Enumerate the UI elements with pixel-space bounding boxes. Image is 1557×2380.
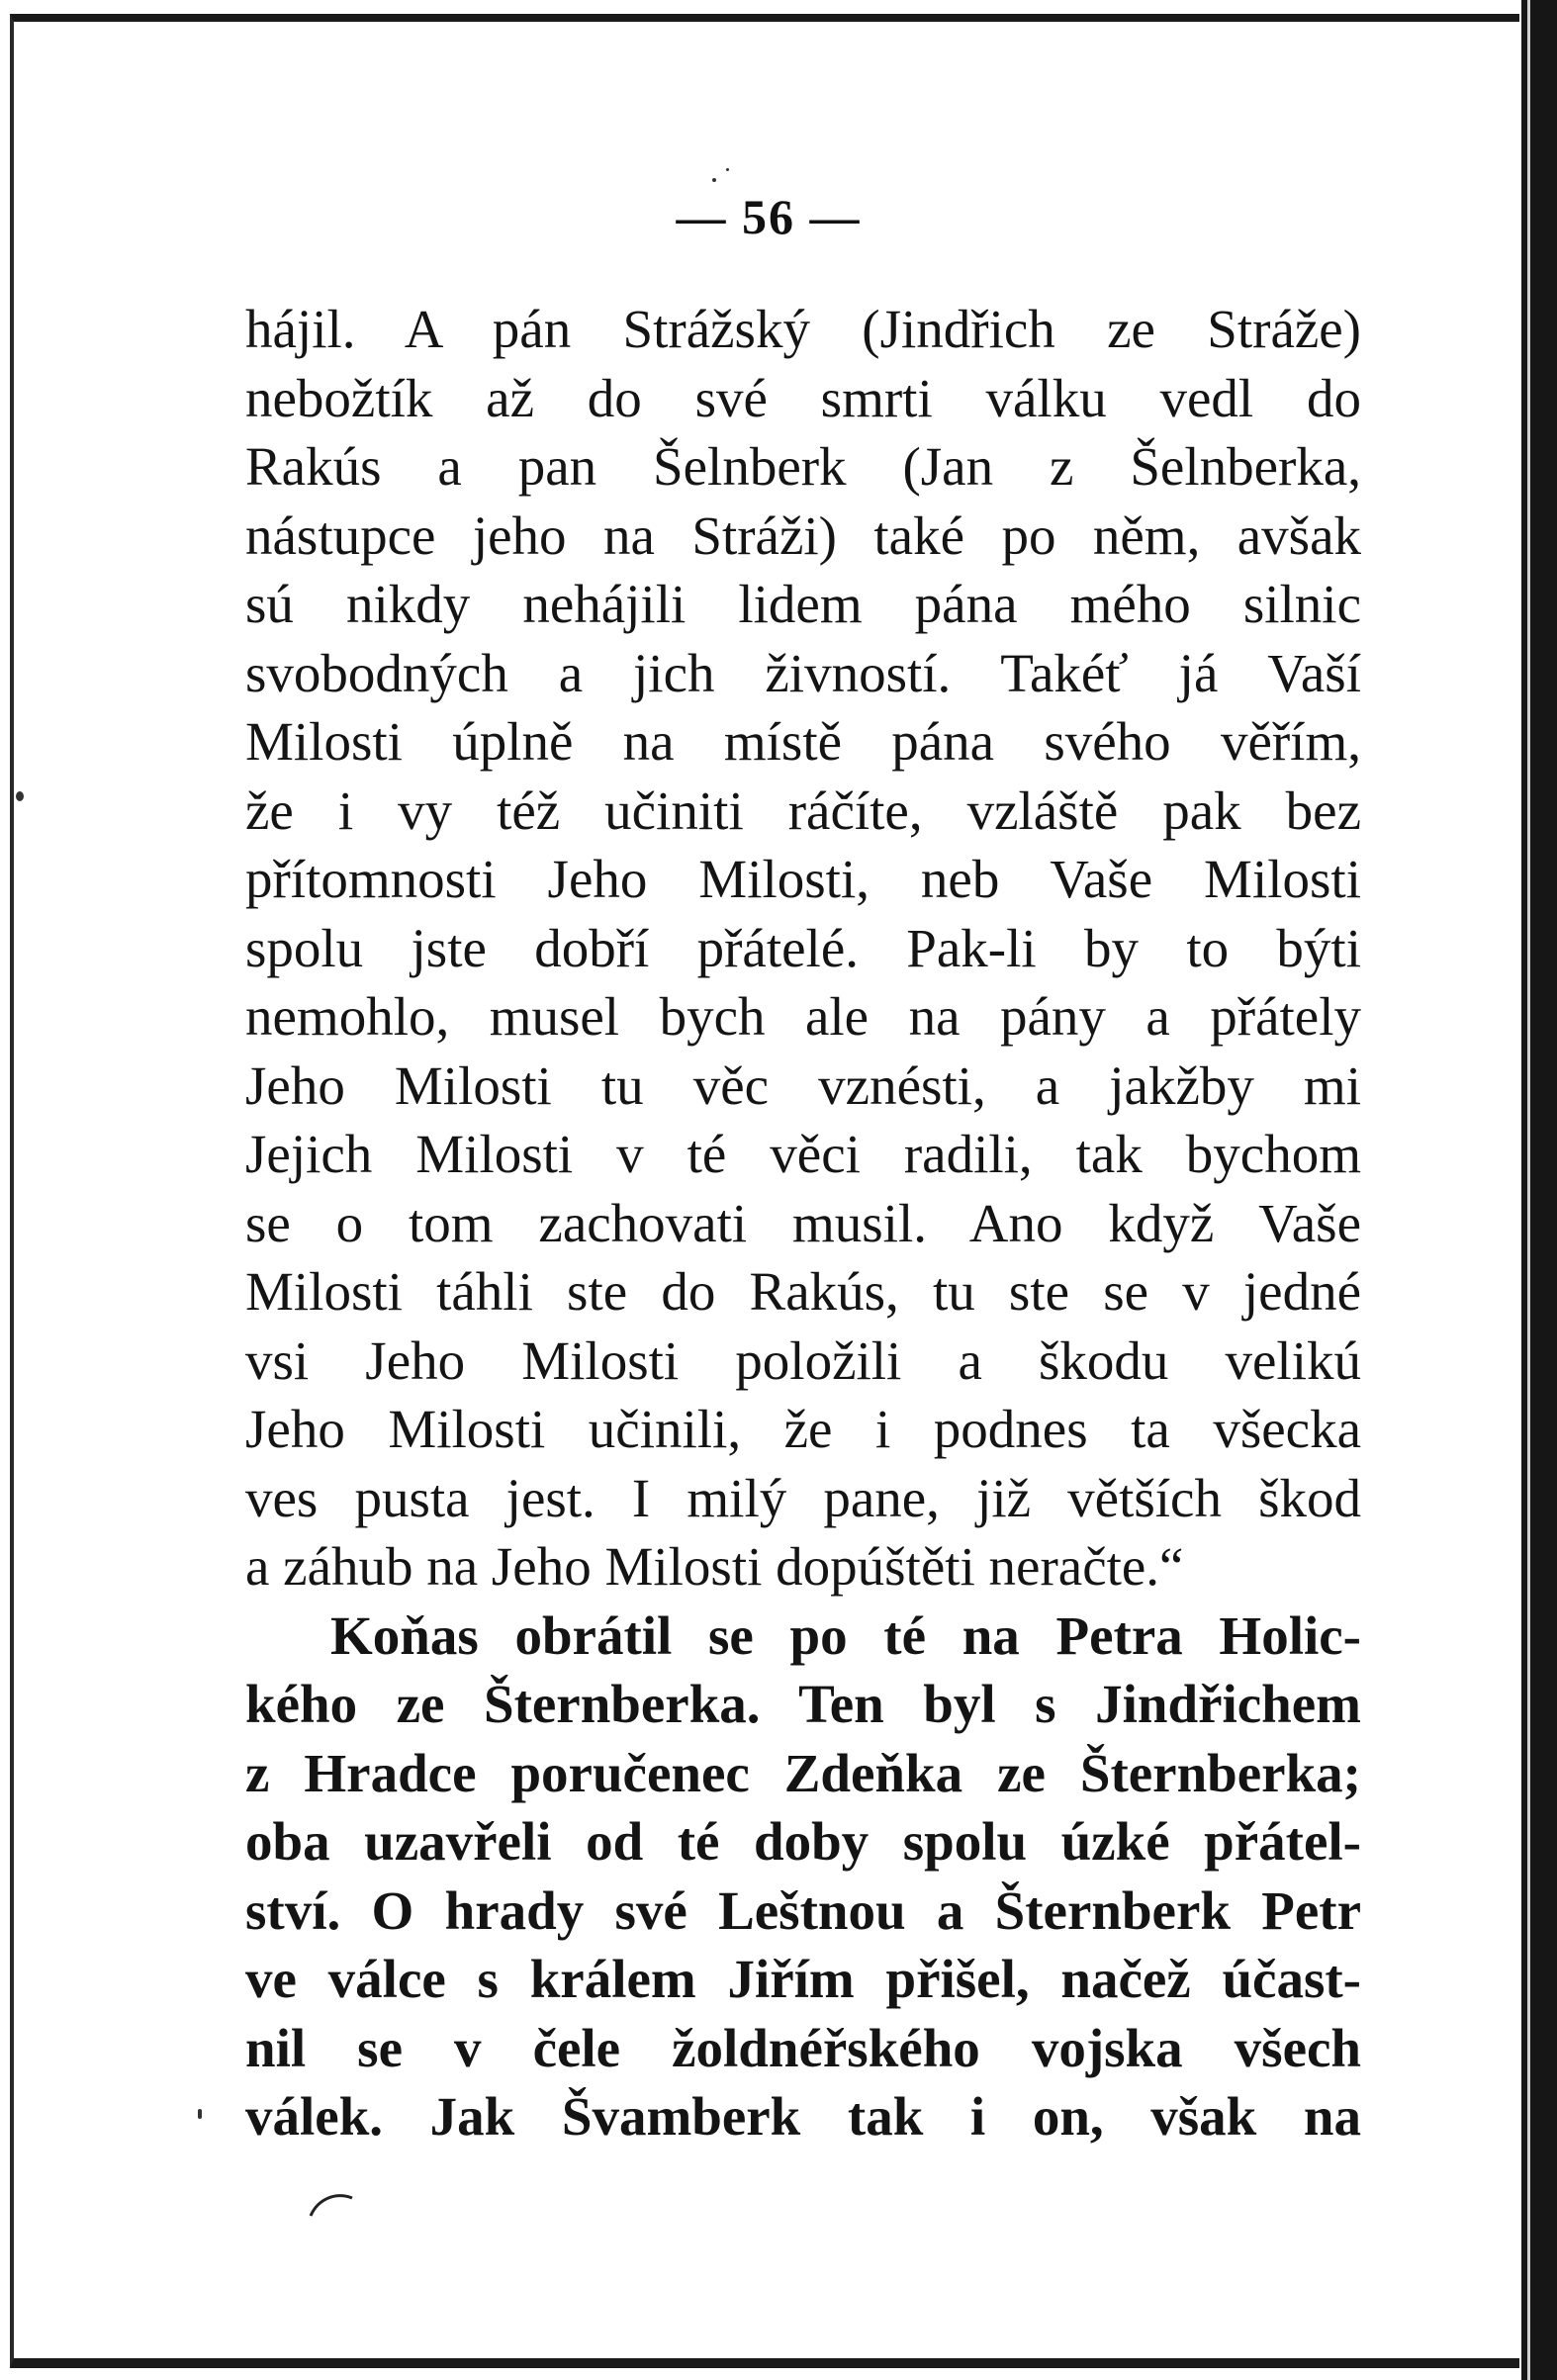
text-line: Jeho Milosti tu věc vznésti, a jakžby mi — [245, 1054, 1361, 1116]
text-line: sú nikdy nehájili lidem pána mého silnic — [245, 574, 1361, 634]
text-line: Jejich Milosti v té věci radili, tak bychom — [245, 1124, 1361, 1184]
text-line: nástupce jeho na Stráži) také po něm, avšak — [245, 504, 1361, 566]
text-line: válek. Jak Švamberk tak i on, však na — [245, 2086, 1361, 2147]
text-line: spolu jste dobří přátelé. Pak-li by to býti — [245, 917, 1361, 978]
text-line: nil se v čele žoldnéřského vojska všech — [245, 2017, 1361, 2078]
text-line: přítomnosti Jeho Milosti, neb Vaše Milosti — [245, 849, 1361, 909]
text-line: a záhub na Jeho Milosti dopúštěti neračte.“ — [245, 1536, 1184, 1597]
text-line: svobodných a jich živností. Takéť já Vaší — [245, 642, 1361, 703]
print-speck — [712, 178, 716, 182]
text-line: hájil. A pán Strážský (Jindřich ze Stráže) — [245, 299, 1361, 359]
text-line: Jeho Milosti učinili, že i podnes ta všecka — [245, 1399, 1361, 1459]
text-line: nebožtík až do své smrti válku vedl do — [245, 367, 1361, 428]
paragraph-1 — [245, 295, 1361, 1602]
text-line: vsi Jeho Milosti položili a škodu velikú — [245, 1329, 1361, 1391]
text-line: ve válce s králem Jiřím přišel, načež účast- — [245, 1949, 1361, 2009]
text-line: Milosti úplně na místě pána svého věřím, — [245, 711, 1361, 772]
text-line: Rakús a pan Šelnberk (Jan z Šelnberka, — [245, 436, 1361, 497]
page-number: — 56 — — [676, 189, 862, 244]
text-line: Koňas obrátil se po té na Petra Holic- — [330, 1604, 1361, 1666]
text-line: Milosti táhli ste do Rakús, tu ste se v jedné — [245, 1261, 1361, 1322]
print-speck — [16, 791, 24, 801]
body-text — [245, 295, 1361, 2151]
print-speck — [726, 168, 729, 171]
text-line: ves pusta jest. I milý pane, již větších škod — [245, 1467, 1361, 1528]
pencil-mark — [309, 2190, 354, 2220]
text-line: se o tom zachovati musil. Ano když Vaše — [245, 1192, 1361, 1253]
text-line: oba uzavřeli od té doby spolu úzké přátel- — [245, 1811, 1361, 1872]
text-line: ství. O hrady své Leštnou a Šternberk Petr — [245, 1879, 1361, 1941]
text-line: kého ze Šternberka. Ten byl s Jindřichem — [245, 1674, 1361, 1734]
text-line: nemohlo, musel bych ale na pány a přátely — [245, 986, 1361, 1047]
text-line: že i vy též učiniti ráčíte, vzláště pak bez — [245, 779, 1361, 841]
paragraph-2 — [245, 1602, 1361, 2151]
text-line: z Hradce poručenec Zdeňka ze Šternberka; — [245, 1742, 1361, 1803]
print-speck — [198, 2109, 202, 2119]
page-edge-shadow — [1521, 0, 1557, 2380]
